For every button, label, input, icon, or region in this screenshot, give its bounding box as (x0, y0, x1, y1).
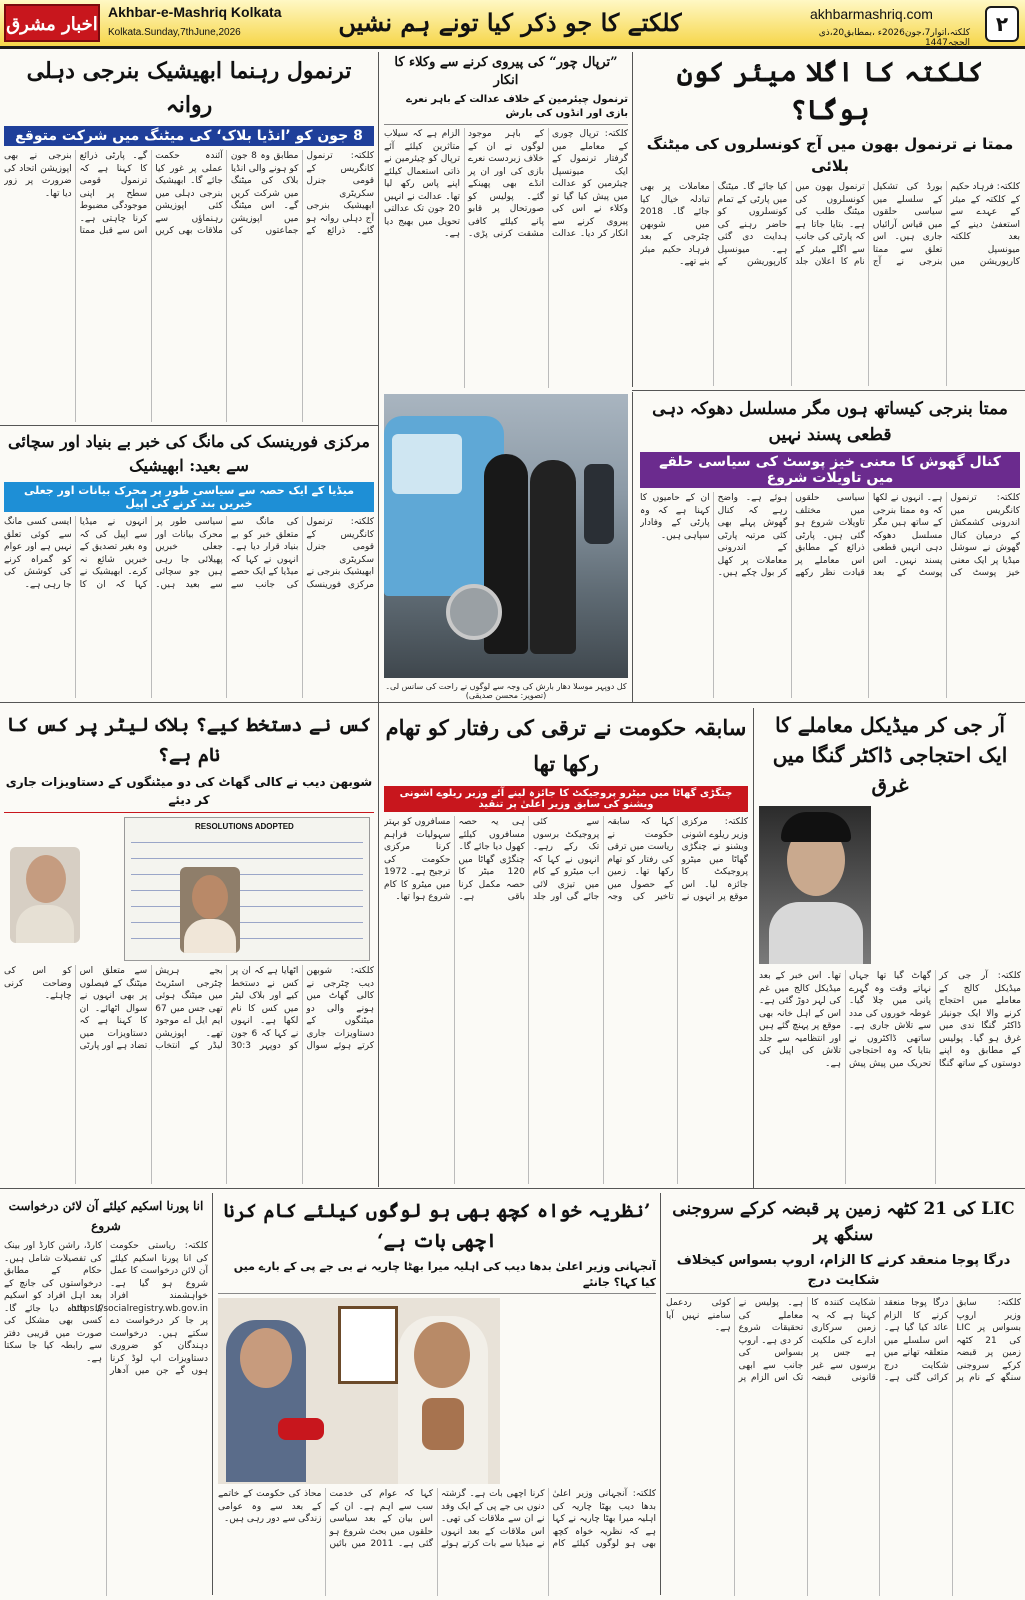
story-meera-bhattacharya (218, 1196, 656, 1596)
newspaper-logo: اخبار مشرق (4, 4, 100, 42)
subheadline: درگا پوجا منعقد کرنے کا الزام، اروپ بسواس کیخلاف شکایت درج (666, 1251, 1021, 1294)
photo-caption: کل دوپہر موسلا دھار بارش کی وجہ سے لوگوں نے راحت کی سانس لی۔ (تصویر: محسن صدیقی) (385, 682, 627, 700)
story-rg-kar-doctor (759, 710, 1021, 1184)
doctor-photo (759, 806, 871, 964)
story-body: کلکتہ: ترپال چوری کے معاملے میں گرفتار ترنمول کے ایک میونسپل چیئرمین کو عدالت میں پیش کیا گیا تو وکلاء نے اس کی پیروی کرنے سے انکار کر دیا۔ عدالت کے باہر موجود لوگوں نے ان کے خلاف زبردست نعرے بازی کی اور ان پر انڈے بھی پھینکے گئے۔ پولیس کو صورتحال پر قابو پانے کیلئے کافی مشقت کرنی پڑی۔ الزام ہے کہ سیلاب متاثرین کیلئے آئے ترپال کو چیئرمین نے ذاتی استعمال کیلئے اپنے پاس رکھ لیا تھا۔ عدالت نے انہیں 20 جون تک عدالتی تحویل میں بھیج دیا ہے۔ (384, 129, 628, 239)
document-line (131, 890, 363, 891)
subheadline: شوبھن دیب نے کالی گھاٹ کی دو میٹنگوں کے دستاویزات جاری کر دیئے (4, 773, 374, 813)
headline: ترنمول رہنما ابھیشیک بنرجی دہلی روانہ (26, 58, 352, 118)
row-divider (0, 1188, 1025, 1189)
story-abhishek-delhi (4, 54, 374, 422)
hijri-date: کلکتہ،اتوار7،جون2026ء ،بمطابق20،ذی الحجہ1447 (818, 28, 970, 48)
rickshaw-window-shape (392, 434, 462, 494)
document-line (131, 922, 363, 923)
headline: ’نظریہ خواہ کچھ بھی ہو لوگوں کیلئے کام کرنا اچھی بات ہے‘ (223, 1200, 651, 1252)
edition-date: Kolkata.Sunday,7thJune,2026 (108, 27, 241, 38)
story-mamata-banerjee (640, 396, 1020, 698)
portrait-frame (338, 1306, 398, 1384)
headline: ممتا بنرجی کیساتھ ہوں مگر مسلسل دھوکہ دہی قطعی پسند نہیں (652, 399, 1008, 445)
story-body: کلکتہ: سابق وزیر اروپ بسواس پر LIC کی 21 کٹھہ زمین پر قبضہ کرکے سروجنی سنگھ کے نام پر درگا پوجا منعقد کرنے کا الزام عائد کیا گیا ہے۔ اس سلسلے میں متعلقہ تھانے میں شکایت درج کرائی گئی ہے۔ شکایت کنندہ کا کہنا ہے کہ یہ زمین سرکاری ادارے کی ملکیت ہے جس پر برسوں سے غیر قانونی قبضہ ہے۔ پولیس نے معاملے کی تحقیقات شروع کر دی ہے۔ اروپ بسواس کی جانب سے ابھی تک اس الزام پر کوئی ردعمل سامنے نہیں آیا ہے۔ (666, 1298, 1021, 1383)
document-line (131, 906, 363, 907)
face-shape (414, 1322, 470, 1388)
shirt-shape (16, 905, 74, 943)
resolution-document-image (124, 817, 370, 961)
column-divider (212, 1193, 213, 1595)
website-url: akhbarmashriq.com (810, 6, 933, 22)
subheadline-band: میڈیا کے ایک حصہ سے سیاسی طور پر محرک بیانات اور جعلی خبریں بند کرنے کی اپیل (4, 482, 374, 512)
headline: سابقہ حکومت نے ترقی کی رفتار کو تھام رکھا تھا (385, 715, 747, 776)
story-body: کلکتہ: ترنمول کانگریس کے قومی جنرل سکریٹری ابھیشیک بنرجی آج دہلی روانہ ہو گئے۔ ذرائع کے مطابق وہ 8 جون کو ہونے والی انڈیا بلاک کی میٹنگ میں شرکت کریں گے۔ اس میٹنگ میں اپوزیشن جماعتوں کی آئندہ حکمت عملی پر غور کیا جائے گا۔ ابھیشیک بنرجی دہلی میں کئی اپوزیشن رہنماؤں سے ملاقات بھی کریں گے۔ پارٹی ذرائع کا کہنا ہے کہ ترنمول قومی سطح پر اپنی موجودگی مضبوط کرنا چاہتی ہے۔ اس سے قبل ممتا بنرجی نے بھی اپوزیشن اتحاد کی ضرورت پر زور دیا تھا۔ (4, 151, 374, 236)
headline: مرکزی فورینسک کی مانگ کی خبر بے بنیاد اور سچائی سے بعید: ابھیشیک (8, 432, 370, 475)
document-title: RESOLUTIONS ADOPTED (195, 822, 294, 831)
subheadline-band: چنگڑی گھاٹا میں میٹرو پروجیکٹ کا جائزہ لینے آئے وزیر ریلوے اشونی ویشنو کی سابق وزیر اعلیٰ پر تنقید (384, 786, 748, 812)
story-body: کلکتہ: آنجہانی وزیر اعلیٰ بدھا دیب بھٹا چاریہ کی اہلیہ میرا بھٹا چاریہ نے کہا ہے کہ نظریہ خواہ کچھ بھی ہو لوگوں کیلئے کام کرنا اچھی بات ہے۔ گزشتہ دنوں بی جے پی کے ایک وفد نے ان سے ملاقات کی تھی۔ اس ملاقات کے بعد انہوں نے میڈیا سے بات کرتے ہوئے کہا کہ عوام کی خدمت سب سے اہم ہے۔ ان کے اس بیان کے بعد سیاسی حلقوں میں بحث شروع ہو گئی ہے۔ 2011 میں بائیں محاذ کی حکومت کے خاتمے کے بعد سے وہ عوامی زندگی سے دور رہی ہیں۔ (218, 1489, 656, 1549)
headline: آر جی کر میڈیکل معاملے کا ایک احتجاجی ڈاکٹر گنگا میں غرق (772, 713, 1008, 797)
document-line (131, 874, 363, 875)
row-divider (0, 425, 378, 426)
document-line (131, 858, 363, 859)
group-photo (218, 1298, 500, 1484)
signature-media-area (4, 817, 374, 965)
microphone-shape (278, 1418, 324, 1440)
kicker: ”ترپال چور“ کی پیروی کرنے سے وکلاء کا انکار (394, 55, 618, 88)
row-divider (632, 390, 1025, 391)
shirt-shape (184, 919, 236, 953)
subheadline-band: 8 جون کو ’انڈیا بلاک‘ کی میٹنگ میں شرکت متوقع (4, 126, 374, 146)
story-body: کلکتہ: شوبھن دیب چٹرجی نے کالی گھاٹ میں ہونے والی دو میٹنگوں کے دستاویزات جاری کرتے ہوئے سوال اٹھایا ہے کہ ان پر کس نے دستخط کیے اور بلاک لیٹر میں کس کا نام لکھا ہے۔ انہوں نے کہا کہ 6 جون کو دوپہر 30:3 بجے ہریش چٹرجی اسٹریٹ میں میٹنگ ہوئی تھی جس میں 67 ایم ایل اے موجود تھے۔ اپوزیشن لیڈر کے انتخاب سے متعلق اس میٹنگ کے فیصلوں پر بھی انہوں نے سوال اٹھائے۔ ان کا کہنا ہے کہ دستاویزات میں تضاد ہے اور پارٹی کو اس کی وضاحت کرنی چاہئے۔ (4, 966, 374, 1051)
subheadline: آنجہانی وزیر اعلیٰ بدھا دیب کی اہلیہ میرا بھٹا چاریہ نے بی جے پی کے بارے میں کیا کہا؟ جانئے (218, 1259, 656, 1294)
story-body: کلکتہ: ترنمول کانگریس میں اندرونی کشمکش کے درمیان کنال گھوش نے سوشل میڈیا پر ایک معنی خیز پوسٹ کی ہے۔ انہوں نے لکھا کہ وہ ممتا بنرجی کے ساتھ ہیں مگر مسلسل دھوکہ دہی انہیں قطعی پسند نہیں۔ اس پوسٹ کے بعد سیاسی حلقوں میں مختلف تاویلات شروع ہو گئی ہیں۔ پارٹی ذرائع کے مطابق اس معاملے پر قیادت نظر رکھے ہوئے ہے۔ واضح رہے کہ کنال گھوش پہلے بھی کئی مرتبہ پارٹی کے اندرونی معاملات پر کھل کر بول چکے ہیں۔ ان کے حامیوں کا کہنا ہے کہ وہ پارٹی کے وفادار سپاہی ہیں۔ (640, 493, 1020, 578)
page-number: ۲ (985, 6, 1019, 42)
ideology-photo-area (218, 1298, 656, 1488)
document-line (131, 938, 363, 939)
subheadline-band: کنال گھوش کا معنی خیز پوسٹ کی سیاسی حلقے میں تاویلات شروع (640, 452, 1020, 488)
hair-shape (781, 812, 851, 842)
column-divider (660, 1193, 661, 1595)
row-divider (0, 702, 1025, 703)
story-body: کلکتہ: فرہاد حکیم کے کلکتہ کے میئر کے عہدے سے استعفیٰ دینے کے بعد کلکتہ میونسپل کارپوریشن میں بورڈ کی تشکیل کے سلسلے میں سیاسی حلقوں میں قیاس آرائیاں جاری ہیں۔ اس تعلق سے ممتا بنرجی نے آج ترنمول بھون میں کونسلروں کی میٹنگ طلب کی ہے۔ بتایا جاتا ہے کہ پارٹی کی جانب سے اگلے میئر کے نام کا اعلان جلد کیا جائے گا۔ میٹنگ میں پارٹی کے تمام کونسلروں کو حاضر رہنے کی ہدایت دی گئی ہے۔ میونسپل کارپوریشن کے معاملات پر بھی تبادلہ خیال کیا جائے گا۔ 2018 میں شوبھن چٹرجی کے بعد فرہاد حکیم میئر بنے تھے۔ (640, 182, 1020, 267)
rickshaw-mirror-shape (446, 584, 502, 640)
elder-leader-photo (10, 847, 80, 943)
leader-photo (180, 867, 240, 953)
face-shape (240, 1328, 292, 1388)
masthead (0, 0, 1025, 49)
headline: کس نے دستخط کیے؟ بلاک لیٹر پر کس کا نام ہے؟ (6, 714, 372, 766)
rain-photo (384, 394, 628, 678)
newspaper-name: Akhbar-e-Mashriq Kolkata (108, 4, 282, 20)
shirt-shape (769, 902, 863, 964)
face-shape (192, 875, 228, 919)
headline: LIC کی 21 کٹھہ زمین پر قبضہ کرکے سروجنی سنگھ پر (672, 1199, 1015, 1245)
story-railway-minister (384, 710, 748, 1184)
column-divider (632, 392, 633, 702)
story-body: کلکتہ: آر جی کر میڈیکل کالج کے معاملے میں احتجاج کرنے والا ایک جونیئر ڈاکٹر گنگا ندی میں غرق ہو گیا۔ پولیس کے مطابق وہ اپنے دوستوں کے ساتھ گنگا گھاٹ گیا تھا جہاں نہاتے وقت وہ گہرے پانی میں چلا گیا۔ غوطہ خوروں کی مدد سے تلاش جاری ہے۔ ساتھی ڈاکٹروں نے بتایا کہ وہ احتجاجی تحریک میں پیش پیش تھا۔ اس خبر کے بعد میڈیکل کالج میں غم کی لہر دوڑ گئی ہے۔ اس کے اہل خانہ بھی موقع پر پہنچ گئے ہیں اور انتظامیہ سے جلد تلاش کی اپیل کی ہے۔ (759, 971, 1021, 1069)
headline: کلکتہ کا اگلا میئر کون ہوگا؟ (676, 57, 984, 126)
masthead-slogan: کلکتے کا جو ذکر کیا تونے ہم نشیں (338, 8, 682, 37)
story-forensic-denial (4, 430, 374, 698)
story-annapurna-scheme (4, 1196, 208, 1596)
document-line (131, 842, 363, 843)
headline: انا پورنا اسکیم کیلئے آن لائن درخواست شروع (8, 1199, 204, 1233)
person-figure (530, 460, 576, 654)
story-next-mayor (640, 54, 1020, 386)
story-tarpaulin-thief (384, 54, 628, 388)
face-shape (26, 855, 66, 903)
subheadline: ترنمول چیئرمین کے خلاف عدالت کے باہر نعرے بازی اور انڈوں کی بارش (384, 93, 628, 125)
column-divider (632, 52, 633, 387)
story-lic-land (666, 1196, 1021, 1596)
story-body: کلکتہ: مرکزی وزیر ریلوے اشونی ویشنو نے چنگڑی گھاٹا میں میٹرو پروجیکٹ کا جائزہ لیا۔ اس موقع پر انہوں نے کہا کہ سابقہ حکومت نے ریاست میں ترقی کی رفتار کو تھام رکھا تھا۔ زمین کے حصول میں تاخیر کی وجہ سے کئی پروجیکٹ برسوں تک رکے رہے۔ انہوں نے کہا کہ اب میٹرو کے کام میں تیزی لائی جائے گی اور جلد ہی یہ حصہ مسافروں کیلئے کھول دیا جائے گا۔ چنگڑی گھاٹا میں 120 میٹر کا حصہ مکمل کرنا باقی ہے۔ مسافروں کو بہتر سہولیات فراہم کرنا مرکزی حکومت کی ترجیح ہے۔ 1972 میں میٹرو کا کام شروع ہوا تھا۔ (384, 817, 748, 902)
rg-kar-photo-area (759, 800, 1021, 970)
story-body: کلکتہ: ترنمول کانگریس کے قومی جنرل سکریٹری ابھیشیک بنرجی نے مرکزی فورینسک کی مانگ سے متعلق خبر کو بے بنیاد قرار دیا ہے۔ انہوں نے کہا کہ میڈیا کے ایک حصے کی جانب سے سیاسی طور پر محرک بیانات اور جعلی خبریں پھیلائی جا رہی ہیں جو سچائی سے بعید ہیں۔ انہوں نے میڈیا سے اپیل کی کہ وہ بغیر تصدیق کے خبریں شائع نہ کرے۔ ابھیشیک نے کہا کہ ان کا ایسی کسی مانگ سے کوئی تعلق نہیں ہے اور عوام کو گمراہ کرنے کی کوشش کی جا رہی ہے۔ (4, 517, 374, 590)
subheadline: ممتا نے ترنمول بھون میں آج کونسلروں کی میٹنگ بلائی (646, 135, 1014, 175)
story-signature-documents (4, 710, 374, 1184)
motorbike-shape (584, 464, 614, 544)
column-divider (378, 52, 379, 1187)
folded-hands-shape (422, 1398, 464, 1450)
column-divider (753, 708, 754, 1188)
story-body: کلکتہ: ریاستی حکومت کی انا پورنا اسکیم کیلئے آن لائن درخواست کا عمل شروع ہو گیا ہے۔ خواہشمند افراد https://socialregistry.wb.gov.in پر جا کر درخواست دے سکتے ہیں۔ درخواست دہندگان کو ضروری دستاویزات اپ لوڈ کرنا ہوں گے جن میں آدھار کارڈ، راشن کارڈ اور بینک کی تفصیلات شامل ہیں۔ حکام کے مطابق درخواستوں کی جانچ کے بعد اہل افراد کو اسکیم کا فائدہ دیا جائے گا۔ کسی بھی مشکل کی صورت میں قریبی دفتر سے رابطہ کیا جا سکتا ہے۔ (4, 1241, 208, 1376)
